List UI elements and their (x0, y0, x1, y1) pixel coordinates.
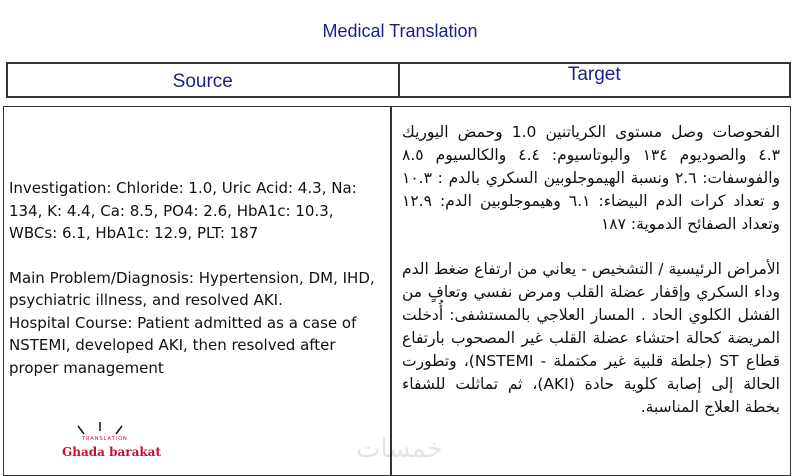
target-investigation: الفحوصات وصل مستوى الكرياتنين 1.0 وحمض اليوريك ٤.٣ والصوديوم ١٣٤ والبوتاسيوم: ٤.٤ والكالسيوم ٨.٥ والفوسفات: ٢.٦ ونسبة الهيموجلوبين السكري بالدم : ١٠.٣ و تعداد كرات الدم البيضاء: ٦.١ وهيموجلوبين الدم: ١٢.٩ وتعداد الصفائح الدموية: ١٨٧ (402, 123, 780, 233)
target-header: Target (567, 64, 621, 85)
table-header (6, 62, 791, 98)
source-investigation: Investigation: Chloride: 1.0, Uric Acid: 4.3, Na: 134, K: 4.4, Ca: 8.5, PO4: 2.6, HbA1c: 10.3, WBCs: 6.1, HbA1c: 12.9, PLT: 187 (9, 179, 357, 242)
source-hospital-course: Hospital Course: Patient admitted as a case of NSTEMI, developed AKI, then resolved after proper management (9, 313, 357, 377)
page-title: Medical Translation (322, 21, 478, 41)
watermark: خمسات (356, 434, 443, 464)
source-header: Source (8, 64, 400, 96)
logo-ray-right (116, 426, 122, 434)
logo-name: Ghada barakat (62, 445, 161, 459)
target-column (392, 107, 790, 475)
logo-ray-left (78, 426, 84, 434)
target-diagnosis: الأمراض الرئيسية / التشخيص - يعاني من ارتفاع ضغط الدم وداء السكري وإقفار عضلة القلب ومرض نفسي وتعافٍ من الفشل الكلوي الحاد . المسار العلاجي بالمستشفى: أُدخلت المريضة كحالة احتشاء عضلة القلب غير المصحوب بارتفاع قطاع ST (جلطة قلبية غير مكتملة - NSTEMI)، وتطورت الحالة إلى إصابة كلوية حادة (AKI)، ثم تماثلت للشفاء بخطة العلاج المناسبة. (402, 260, 780, 416)
logo-tagline: TRANSLATION (82, 436, 128, 442)
source-diagnosis: Main Problem/Diagnosis: Hypertension, DM, IHD, psychiatric illness, and resolved AKI. (9, 268, 375, 309)
